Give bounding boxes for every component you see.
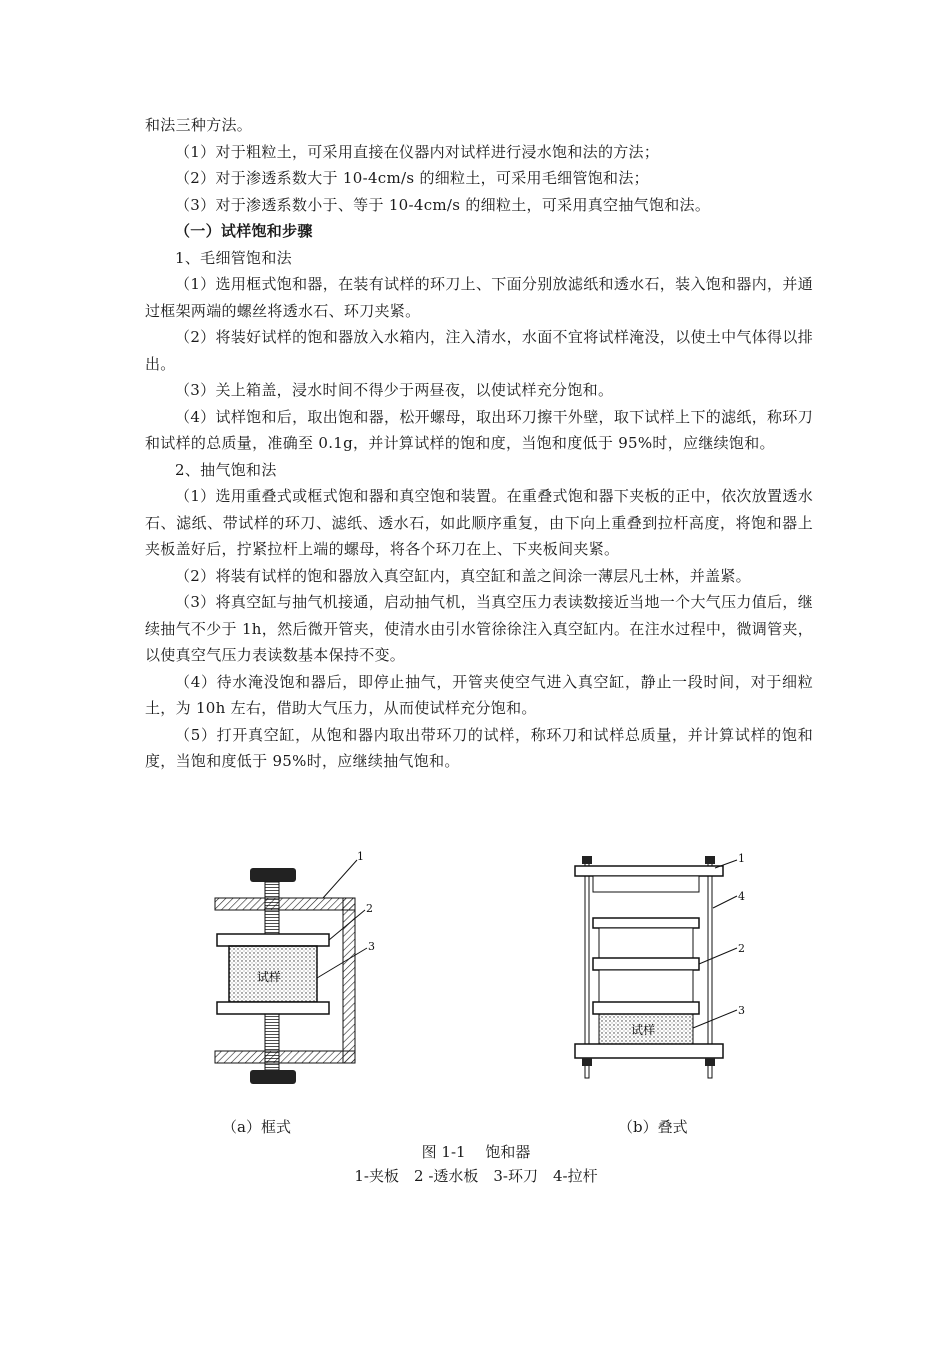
paragraph: 和法三种方法。 — [145, 116, 253, 134]
top-knob — [250, 868, 296, 882]
svg-text:1: 1 — [357, 850, 364, 863]
body-text — [145, 112, 813, 775]
caption-b: （b）叠式 — [618, 1118, 688, 1136]
bottom-clamp-plate — [217, 1002, 329, 1014]
frame-top — [215, 898, 355, 910]
svg-text:4: 4 — [738, 890, 745, 903]
paragraph: （3）将真空缸与抽气机接通，启动抽气机，当真空压力表读数接近当地一个大气压力值后，继续抽气不少于 1h，然后微开管夹，使清水由引水管徐徐注入真空缸内。在注水过程中，微调管夹，以使真空气压力表读数基本保持不变。 — [145, 593, 813, 664]
paragraph: （3）关上箱盖，浸水时间不得少于两昼夜，以使试样充分饱和。 — [175, 381, 614, 399]
paragraph: （4）试样饱和后，取出饱和器，松开螺母，取出环刀擦干外壁，取下试样上下的滤纸，称环刀和试样的总质量，准确至 0.1g，并计算试样的饱和度，当饱和度低于 95%时，应继续饱和。 — [145, 407, 813, 452]
paragraph: （1）选用重叠式或框式饱和器和真空饱和装置。在重叠式饱和器下夹板的正中，依次放置透水石、滤纸、带试样的环刀、滤纸、透水石，如此顺序重复，由下向上重叠到拉杆高度，将饱和器上夹板盖好后，拧紧拉杆上端的螺母，将各个环刀在上、下夹板间夹紧。 — [145, 487, 813, 558]
figure-saturator — [0, 848, 952, 1098]
frame-bottom — [215, 1051, 355, 1063]
paragraph: （一）试样饱和步骤 — [175, 222, 313, 240]
bottom-screw — [265, 1014, 279, 1070]
top-clamp-plate — [217, 934, 329, 946]
svg-text:2: 2 — [738, 942, 745, 955]
paragraph: （4）待水淹没饱和器后，即停止抽气，开管夹使空气进入真空缸，静止一段时间，对于细粒土，为 10h 左右，借助大气压力，从而使试样充分饱和。 — [145, 672, 813, 717]
paragraph: （1）对于粗粒土，可采用直接在仪器内对试样进行浸水饱和法的方法； — [175, 142, 660, 161]
paragraph: （1）选用框式饱和器，在装有试样的环刀上、下面分别放滤纸和透水石，装入饱和器内，并通过框架两端的螺丝将透水石、环刀夹紧。 — [145, 275, 813, 320]
caption-a: （a）框式 — [222, 1118, 291, 1136]
top-screw — [265, 882, 279, 934]
paragraph: 1、毛细管饱和法 — [175, 248, 292, 267]
paragraph: （2）将装好试样的饱和器放入水箱内，注入清水，水面不宜将试样淹没，以使土中气体得以排出。 — [145, 328, 813, 373]
svg-text:试样: 试样 — [257, 970, 282, 984]
svg-text:3: 3 — [738, 1004, 745, 1017]
svg-text:1: 1 — [738, 852, 745, 865]
frame-saturator-diagram — [205, 848, 385, 1093]
paragraph: （2）对于渗透系数大于 10-4cm/s 的细粒土，可采用毛细管饱和法； — [175, 169, 649, 187]
svg-text:试样: 试样 — [631, 1023, 656, 1037]
bottom-knob — [250, 1070, 296, 1084]
paragraph: （2）将装有试样的饱和器放入真空缸内，真空缸和盖之间涂一薄层凡士林，并盖紧。 — [175, 566, 751, 585]
bottom-clamp-plate-b — [575, 1044, 723, 1058]
svg-text:2: 2 — [366, 902, 373, 915]
paragraph: （5）打开真空缸，从饱和器内取出带环刀的试样，称环刀和试样总质量，并计算试样的饱和度，当饱和度低于 95%时，应继续抽气饱和。 — [145, 725, 813, 770]
paragraph: （3）对于渗透系数小于、等于 10-4cm/s 的细粒土，可采用真空抽气饱和法。 — [175, 195, 711, 214]
svg-text:3: 3 — [368, 940, 375, 953]
figure-title: 图 1-1 饱和器 — [421, 1143, 531, 1161]
paragraph: 2、抽气饱和法 — [175, 460, 277, 479]
stacked-saturator-diagram — [565, 848, 755, 1093]
top-clamp-plate-b — [575, 866, 723, 876]
figure-legend: 1-夹板 2 -透水板 3-环刀 4-拉杆 — [354, 1167, 598, 1185]
